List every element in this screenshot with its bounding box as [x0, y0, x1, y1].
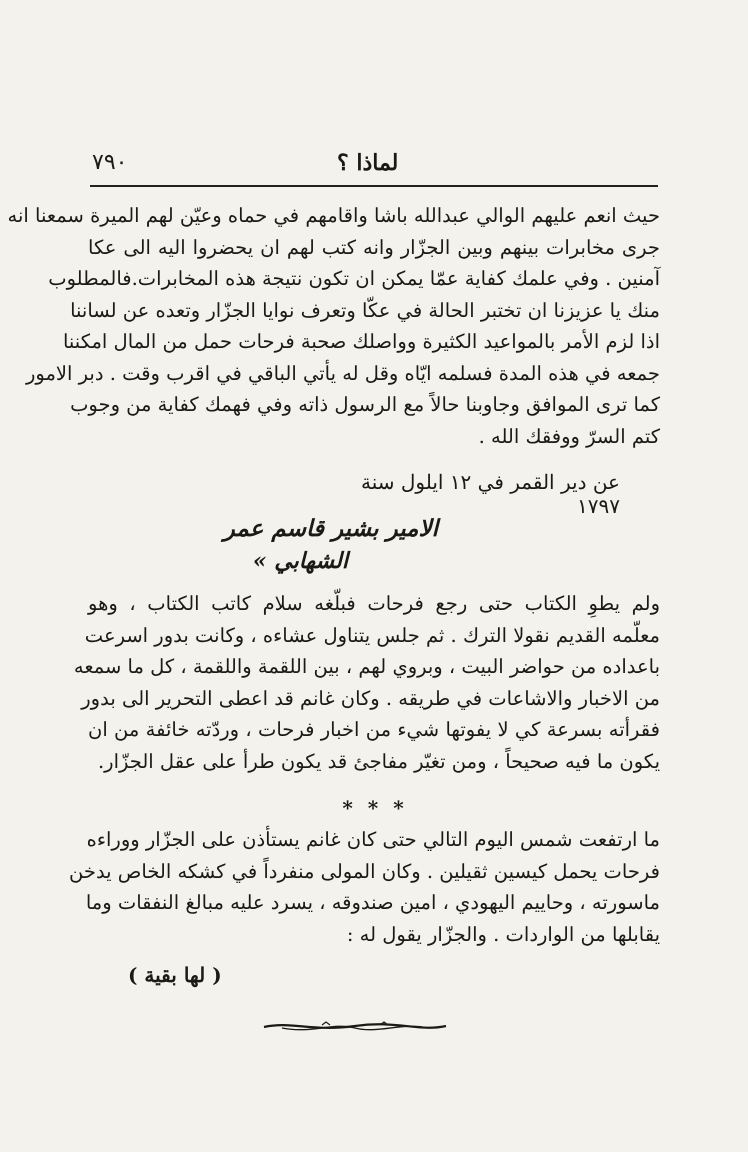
text-line: فقرأته بسرعة كي لا يفوتها شيء من اخبار فرحات ، وردّته خائفة من ان	[88, 718, 660, 741]
narrative-paragraph	[73, 588, 660, 777]
text-line: ولم يطوِ الكتاب حتى رجع فرحات فبلّغه سلام كاتب الكتاب ، وهو	[88, 592, 660, 615]
text-line: كما ترى الموافق وجاوبنا حالاً مع الرسول ذاته وفي فهمك كفاية من وجوب	[70, 393, 660, 416]
text-line: منك يا عزيزنا ان تختبر الحالة في عكّا وتعرف نوايا الجزّار وتعده عن لساننا	[70, 298, 660, 322]
section-separator: * * *	[342, 796, 408, 820]
text-line: كتم السرّ ووفقك الله .	[478, 424, 660, 448]
page-header	[92, 150, 652, 184]
signature-line-2: الشهابي »	[252, 548, 348, 574]
decorative-swash-icon	[262, 1016, 448, 1036]
to-be-continued-note: ( لها بقية )	[128, 963, 222, 987]
text-line: فرحات يحمل كيسين ثقيلين . وكان المولى منفرداً في كشكه الخاص يدخن	[69, 859, 660, 883]
text-line: جرى مخابرات بينهم وبين الجزّار وانه كتب لهم ان يحضروا اليه الى عكا	[88, 235, 660, 259]
signature-line-1: الامير بشير قاسم عمر	[223, 515, 438, 542]
header-rule	[90, 185, 658, 187]
text-line: باعداده من حواضر البيت ، وبروي لهم ، بين اللقمة واللقمة ، كل ما سمعه	[73, 655, 660, 678]
letter-dateline: عن دير القمر في ١٢ ايلول سنة ١٧٩٧	[360, 470, 620, 518]
text-line: معلّمه القديم نقولا الترك . ثم جلس يتناول عشاءه ، وكانت بدور اسرعت	[84, 623, 660, 647]
narrative-paragraph	[69, 824, 660, 950]
text-line: اذا لزم الأمر بالمواعيد الكثيرة وواصلك صحبة فرحات حمل من المال امكننا	[62, 330, 660, 353]
letter-paragraph	[7, 200, 660, 452]
running-title: لماذا ؟	[337, 150, 399, 176]
text-line: حيث انعم عليهم الوالي عبدالله باشا واقامهم في حماه وعيّن لهم الميرة سمعنا انه	[7, 204, 660, 227]
page-number: ٧٩٠	[92, 150, 128, 175]
text-line: ماسورته ، وحاييم اليهودي ، امين صندوقه ، يسرد عليه مبالغ النفقات وما	[85, 891, 660, 914]
text-line: يكون ما فيه صحيحاً ، ومن تغيّر مفاجئ قد يكون طرأ على عقل الجزّار.	[97, 749, 660, 773]
text-line: ما ارتفعت شمس اليوم التالي حتى كان غانم يستأذن على الجزّار ووراءه	[86, 828, 660, 851]
text-line: يقابلها من الواردات . والجزّار يقول له :	[346, 922, 660, 946]
text-line: من الاخبار والاشاعات في طريقه . وكان غانم قد اعطى التحرير الى بدور	[81, 686, 660, 710]
text-line: جمعه في هذه المدة فسلمه ايّاه وقل له يأتي الباقي في اقرب وقت . دبر الامور	[25, 361, 660, 385]
text-line: آمنين . وفي علمك كفاية عمّا يمكن ان تكون نتيجة هذه المخابرات.فالمطلوب	[48, 267, 660, 290]
